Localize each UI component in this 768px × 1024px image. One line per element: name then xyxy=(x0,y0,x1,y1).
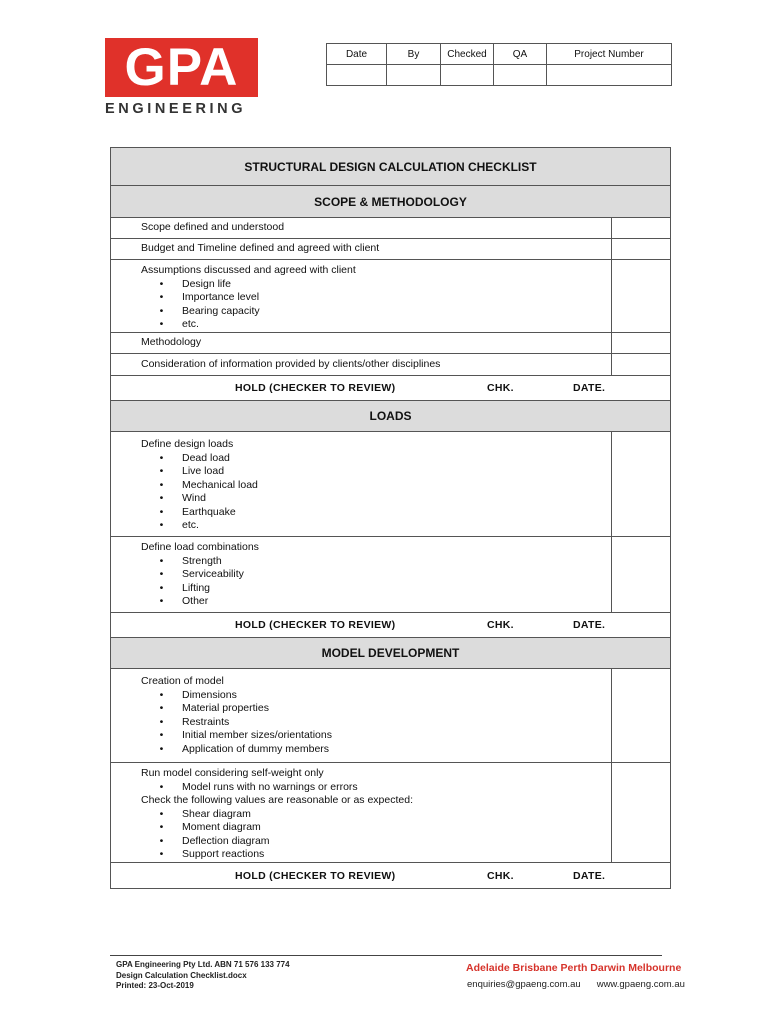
hold-date: DATE. xyxy=(573,619,606,631)
item-content xyxy=(111,432,612,536)
bullet-item: • Model runs with no warnings or errors xyxy=(159,780,358,793)
check-box[interactable] xyxy=(612,537,670,612)
bullet-item: • Dead load xyxy=(159,451,230,464)
checklist-item xyxy=(111,432,670,537)
bullet-text: Restraints xyxy=(182,715,230,728)
bullet-text: Earthquake xyxy=(182,505,236,518)
bullet-item: • Restraints xyxy=(159,715,230,728)
checklist-item xyxy=(111,354,670,376)
section-heading-scope: SCOPE & METHODOLOGY xyxy=(111,186,670,218)
footer-contact xyxy=(467,979,685,990)
check-box[interactable] xyxy=(612,669,670,762)
hold-point-row xyxy=(111,863,670,888)
bullet-text: Serviceability xyxy=(182,568,244,580)
bullet-text: Moment diagram xyxy=(182,821,261,833)
footer-email-link[interactable]: enquiries@gpaeng.com.au xyxy=(467,979,581,990)
item-text: Creation of model xyxy=(141,675,224,687)
logo-mark: GPA xyxy=(105,38,258,97)
bullet-text: Model runs with no warnings or errors xyxy=(182,780,358,793)
bullet-item: • Wind xyxy=(159,492,206,504)
bullet-item: • Other xyxy=(159,595,209,607)
check-box[interactable] xyxy=(612,432,670,536)
bullet-text: etc. xyxy=(182,318,199,330)
item-text: Methodology xyxy=(111,333,612,353)
bullet-item: • Lifting xyxy=(159,581,211,594)
bullet-item: • Initial member sizes/orientations xyxy=(159,729,332,741)
footer-company: GPA Engineering Pty Ltd. ABN 71 576 133 774 xyxy=(116,960,290,969)
bullet-item: • Dimensions xyxy=(159,688,237,701)
bullet-text: Lifting xyxy=(182,581,211,594)
item-text: Run model considering self-weight only xyxy=(141,767,324,779)
hold-label: HOLD (CHECKER TO REVIEW) xyxy=(235,619,396,631)
bullet-text: Other xyxy=(182,595,209,607)
bullet-item: • Bearing capacity xyxy=(159,304,260,317)
logo-wordmark: ENGINEERING xyxy=(105,101,247,117)
bullet-text: Live load xyxy=(182,465,225,477)
hold-label: HOLD (CHECKER TO REVIEW) xyxy=(235,869,396,882)
check-box[interactable] xyxy=(612,260,670,332)
bullet-text: Deflection diagram xyxy=(182,834,270,847)
qa-value xyxy=(494,65,547,86)
document-control-header-row xyxy=(327,44,672,65)
check-box[interactable] xyxy=(612,354,670,375)
document-control-value-row xyxy=(327,65,672,86)
bullet-text: Strength xyxy=(182,554,222,567)
checklist-item xyxy=(111,218,670,239)
hold-date: DATE. xyxy=(573,382,606,394)
bullet-item: • etc. xyxy=(159,318,199,330)
bullet-item: • Shear diagram xyxy=(159,807,251,820)
col-date: Date xyxy=(327,44,387,65)
hold-label: HOLD (CHECKER TO REVIEW) xyxy=(235,382,396,394)
footer-office-locations: Adelaide Brisbane Perth Darwin Melbourne xyxy=(466,962,682,974)
item-text: Consideration of information provided by clients/other disciplines xyxy=(111,354,612,375)
bullet-text: Support reactions xyxy=(182,848,265,860)
bullet-text: Importance level xyxy=(182,291,260,303)
bullet-item: • etc. xyxy=(159,519,199,531)
bullet-text: Material properties xyxy=(182,702,269,714)
check-box[interactable] xyxy=(612,239,670,259)
hold-chk: CHK. xyxy=(487,382,514,394)
bullet-item: • Serviceability xyxy=(159,568,244,580)
project-number-value xyxy=(547,65,672,86)
item-content xyxy=(111,763,612,862)
bullet-item: • Live load xyxy=(159,465,225,477)
col-by: By xyxy=(387,44,441,65)
bullet-text: Wind xyxy=(182,492,206,504)
col-qa: QA xyxy=(494,44,547,65)
bullet-item: • Design life xyxy=(159,277,232,290)
checklist-item xyxy=(111,239,670,260)
bullet-text: Mechanical load xyxy=(182,478,258,491)
bullet-text: Initial member sizes/orientations xyxy=(182,729,332,741)
checklist-title: STRUCTURAL DESIGN CALCULATION CHECKLIST xyxy=(111,148,670,186)
bullet-text: Bearing capacity xyxy=(182,304,260,317)
item-content xyxy=(111,260,612,332)
bullet-item: • Support reactions xyxy=(159,848,265,860)
check-box[interactable] xyxy=(612,763,670,862)
item-text: Budget and Timeline defined and agreed with client xyxy=(111,239,612,259)
hold-point-row xyxy=(111,613,670,638)
bullet-item: • Earthquake xyxy=(159,505,236,518)
bullet-text: Application of dummy members xyxy=(182,742,330,755)
bullet-item: • Application of dummy members xyxy=(159,742,330,755)
check-box[interactable] xyxy=(612,333,670,353)
footer-filename: Design Calculation Checklist.docx xyxy=(116,970,247,980)
bullet-text: Dead load xyxy=(182,451,230,464)
footer-divider xyxy=(110,955,662,956)
checklist-item xyxy=(111,537,670,613)
footer-document-info xyxy=(116,960,290,992)
bullet-text: Dimensions xyxy=(182,688,237,701)
bullet-item: • Strength xyxy=(159,554,222,567)
item-text-secondary: Check the following values are reasonable or as expected: xyxy=(141,794,413,806)
checked-value xyxy=(441,65,494,86)
checklist-item xyxy=(111,669,670,763)
bullet-item: • Moment diagram xyxy=(159,821,261,833)
date-value xyxy=(327,65,387,86)
bullet-text: Shear diagram xyxy=(182,807,251,820)
item-content xyxy=(111,537,612,612)
bullet-text: etc. xyxy=(182,519,199,531)
col-checked: Checked xyxy=(441,44,494,65)
bullet-item: • Material properties xyxy=(159,702,269,714)
bullet-item: • Importance level xyxy=(159,291,260,303)
checklist-table xyxy=(110,147,671,889)
hold-chk: CHK. xyxy=(487,869,514,882)
hold-chk: CHK. xyxy=(487,619,514,631)
section-heading-loads: LOADS xyxy=(111,401,670,432)
checklist-item xyxy=(111,333,670,354)
bullet-item: • Mechanical load xyxy=(159,478,258,491)
footer-website-link[interactable]: www.gpaeng.com.au xyxy=(596,979,685,990)
col-project-number: Project Number xyxy=(547,44,672,65)
gpa-logo xyxy=(105,38,261,117)
section-heading-model: MODEL DEVELOPMENT xyxy=(111,638,670,669)
item-content xyxy=(111,669,612,762)
document-control-table xyxy=(326,43,672,86)
item-text: Define load combinations xyxy=(141,541,259,553)
bullet-item: • Deflection diagram xyxy=(159,834,270,847)
check-box[interactable] xyxy=(612,218,670,238)
checklist-item xyxy=(111,260,670,333)
footer-printed-date: Printed: 23-Oct-2019 xyxy=(116,981,194,990)
bullet-text: Design life xyxy=(182,277,232,290)
hold-point-row xyxy=(111,376,670,401)
checklist-item xyxy=(111,763,670,863)
item-text: Scope defined and understood xyxy=(111,218,612,238)
hold-date: DATE. xyxy=(573,869,606,882)
by-value xyxy=(387,65,441,86)
item-text: Define design loads xyxy=(141,438,234,450)
item-text: Assumptions discussed and agreed with client xyxy=(141,264,356,276)
